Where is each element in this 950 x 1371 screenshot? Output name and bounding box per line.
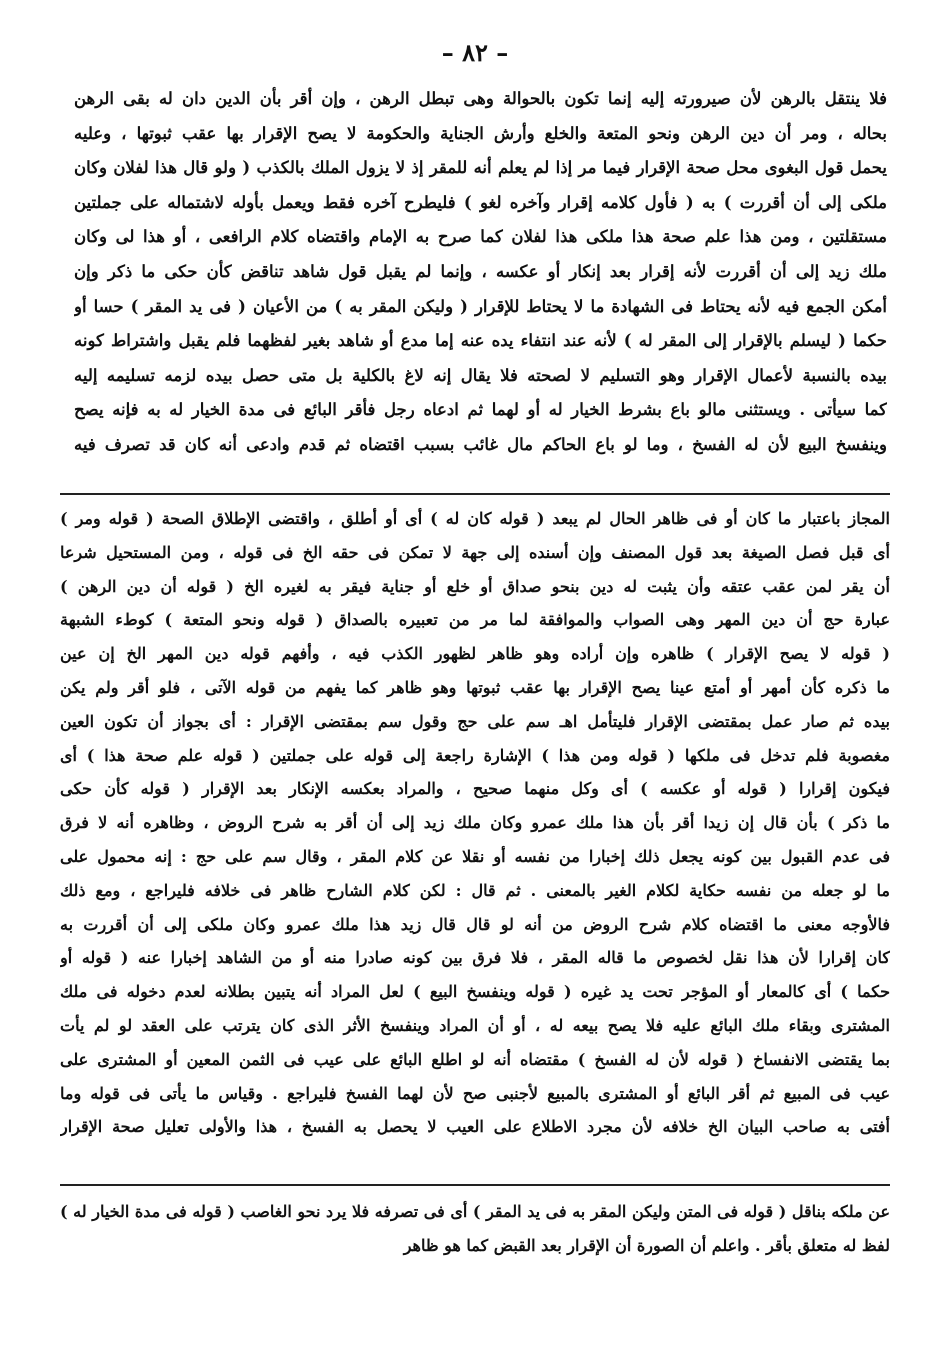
commentary-line: بيده ثم صار عمل بمقتضى الإقرار فليتأمل اهـ سم على حج وقول سم بمقتضى الإقرار : أى بجواز أن تكون العين <box>60 711 890 731</box>
commentary-line: عيب فى المبيع ثم أقر البائع أو المشترى بالمبيع لأجنبى صح لأن لهما الفسخ فليراجع . وقياس ما يأتى فى قوله وما <box>60 1083 890 1103</box>
commentary-line: ما لو جعله من نفسه حكاية لكلام الغير بالمعنى . ثم قال : لكن كلام الشارح ظاهر فى خلافه فليراجع ، ومع ذلك <box>60 880 890 900</box>
main-text-line: مستقلتين ، ومن هذا علم صحة هذا ملكى هذا لفلان كما صرح به الإمام واقتضاه كلام الرافعى ، أو هذا لى وكان <box>74 227 887 247</box>
section-divider <box>60 493 890 495</box>
main-text-block <box>74 82 887 463</box>
commentary-line: حكما ) أى كالمعار أو المؤجر تحت يد غيره ( قوله وينفسخ البيع ) لعل المراد أنه يتبين بطلانه لعدم دخوله فى ملك <box>60 982 890 1002</box>
main-text-line: ملكى إلى أن أقررت ) به ( فأول كلامه إقرار وآخره لغو ) فليطرح آخره فقط ويعمل بأوله لاشتماله على جملتين <box>74 192 887 212</box>
commentary-block <box>60 502 890 1144</box>
commentary-line: المشترى وبقاء ملك البائع عليه فلا يصح بيعه له ، أو أن المراد وينفسخ الأثر الذى كان يترتب على العقد لو لم يأت <box>60 1015 890 1035</box>
commentary-line: مغصوبة فلم تدخل فى ملكها ( قوله ومن هذا ) الإشارة راجعة إلى قوله على جملتين ( قوله علم صحة هذا ) أى <box>60 745 890 765</box>
commentary-line: المجاز باعتبار ما كان أو فى ظاهر الحال لم يبعد ( قوله كان له ) أى أو أطلق ، واقتضى الإطلاق الصحة ( قوله ومر ) <box>60 509 890 528</box>
main-text-line: فلا ينتقل بالرهن لأن صيرورته إليه إنما تكون بالحوالة وهى تبطل الرهن ، وإن أقر بأن الدين دان له بقى الرهن <box>74 89 887 108</box>
main-text-line: حكما ( ليسلم بالإقرار إلى المقر له ) لأنه عند انتفاء يده عنه إما مدع أو شاهد بغير لفظهما فلم يقبل واشتراط كونه <box>74 331 887 351</box>
commentary-line: ما ذكر ) بأن قال إن زيدا أقر بأن هذا ملك عمرو وكان ملك زيد إلى أن أقر به شرح الروض ، وظاهره أنه لا فرق <box>60 813 890 833</box>
commentary-line: فى عدم القبول بين كونه يجعل ذلك إخبارا من نفسه أو نقلا عن كلام المقر ، وقال سم على حج : إنه محمول على <box>60 846 890 866</box>
commentary-line: أن يقر لمن عقب عتقه وأن يثبت له دين بنحو صداق أو خلع أو جناية فيقر به لغيره الخ ( قوله أن دين الرهن ) <box>60 576 890 596</box>
main-text-line: بيده بالنسبة لأعمال الإقرار وهو التسليم لا لصحته فلا يقال إنه لاغ بالكلية بل متى حصل بيده لزمه تسليمه إليه <box>74 365 887 385</box>
main-text-line: بحاله ، ومر أن دين الرهن ونحو المتعة والخلع وأرش الجناية والحكومة لا يصح الإقرار بها عقب ثبوتها ، وعليه <box>74 123 887 143</box>
main-text-line: وينفسخ البيع لأن له الفسخ ، وما لو باع الحاكم مال غائب بسبب اقتضاه ثم قدم وادعى أنه كان قد تصرف فيه <box>74 434 887 454</box>
page-number: – ٨٢ – <box>441 38 509 67</box>
main-text-line: كما سيأتى . ويستثنى مالو باع بشرط الخيار له أو لهما ثم ادعاه رجل فأقر البائع فى مدة الخيار له به فإنه يصح <box>74 400 887 420</box>
commentary-line: عبارة حج أن دين المهر وهى الصواب والموافقة لما مر من تعبيره بالصداق ( قوله ونحو المتعة ) كوطء الشبهة <box>60 610 890 630</box>
commentary-line: ( قوله لا يصح الإقرار ) ظاهره وإن أراده وهو ظاهر لظهور الكذب فيه ، وأفهم قوله دين المهر الخ إن عين <box>60 644 890 664</box>
secondary-commentary-line: عن ملكه بناقل ( قوله فى المتن وليكن المقر به فى يد المقر ) أى فى تصرفه فلا يرد نحو الغاصب ( قوله فى مدة الخيار له ) <box>60 1202 890 1221</box>
commentary-line: كان إقرارا لأن هذا نقل لخصوص ما قاله المقر ، فلا فرق بين كونه صادرا منه أو من الشاهد إخبارا عنه ( قوله أو <box>60 948 890 968</box>
main-text-line: أمكن الجمع فيه لأنه يحتاط فى الشهادة ما لا يحتاط للإقرار ( وليكن المقر به ) من الأعيان ( فى يد المقر ) حسا أو <box>74 296 887 316</box>
commentary-line: ما ذكره كأن أمهر أو أمتع عينا يصح الإقرار بها عقب ثبوتها وهو ظاهر كما يفهم من قوله الآتى ، فلو أقر ولم يكن <box>60 677 890 697</box>
commentary-line: بما يقتضى الانفساخ ( قوله لأن له الفسخ ) مقتضاه أنه لو اطلع البائع على عيب فى الثمن المعين أو المشترى على <box>60 1049 890 1069</box>
main-text-line: يحمل قول البغوى محل صحة الإقرار فيما مر إذا لم يعلم أنه للمقر إذ لا يزول الملك بالكذب ( ولو قال هذا لفلان وكان <box>74 158 887 178</box>
commentary-line: فيكون إقرارا ( قوله أو عكسه ) أى وكل منهما صحيح ، والمراد بعكسه الإنكار بعد الإقرار ( قوله كأن حكى <box>60 779 890 799</box>
commentary-line: أفتى به صاحب البيان الخ خلافه لأن مجرد الاطلاع على العيب لا يحصل به الفسخ ، هذا والأولى تعليل صحة الإقرار <box>60 1117 890 1137</box>
commentary-line: فالأوجه معنى ما اقتضاه كلام شرح الروض من أنه لو قال قال زيد هذا ملك عمرو وكان ملكى إلى أن أقررت به <box>60 914 890 934</box>
secondary-commentary-block <box>60 1195 890 1263</box>
commentary-line: أى قبل فصل الصيغة بعد قول المصنف وإن أسنده إلى جهة لا تمكن فى حقه الخ فى قوله ، ومن المستحيل شرعا <box>60 542 890 562</box>
main-text-line: ملك زيد إلى أن أقررت لأنه إقرار بعد إنكار أو عكسه ، وإنما لم يقبل قول شاهد تناقض كأن حكى ما ذكر وإن <box>74 261 887 281</box>
section-divider <box>60 1184 890 1186</box>
secondary-commentary-line: لفظ له متعلق بأقر . واعلم أن الصورة أن الإقرار بعد القبض كما هو ظاهر <box>403 1236 890 1255</box>
